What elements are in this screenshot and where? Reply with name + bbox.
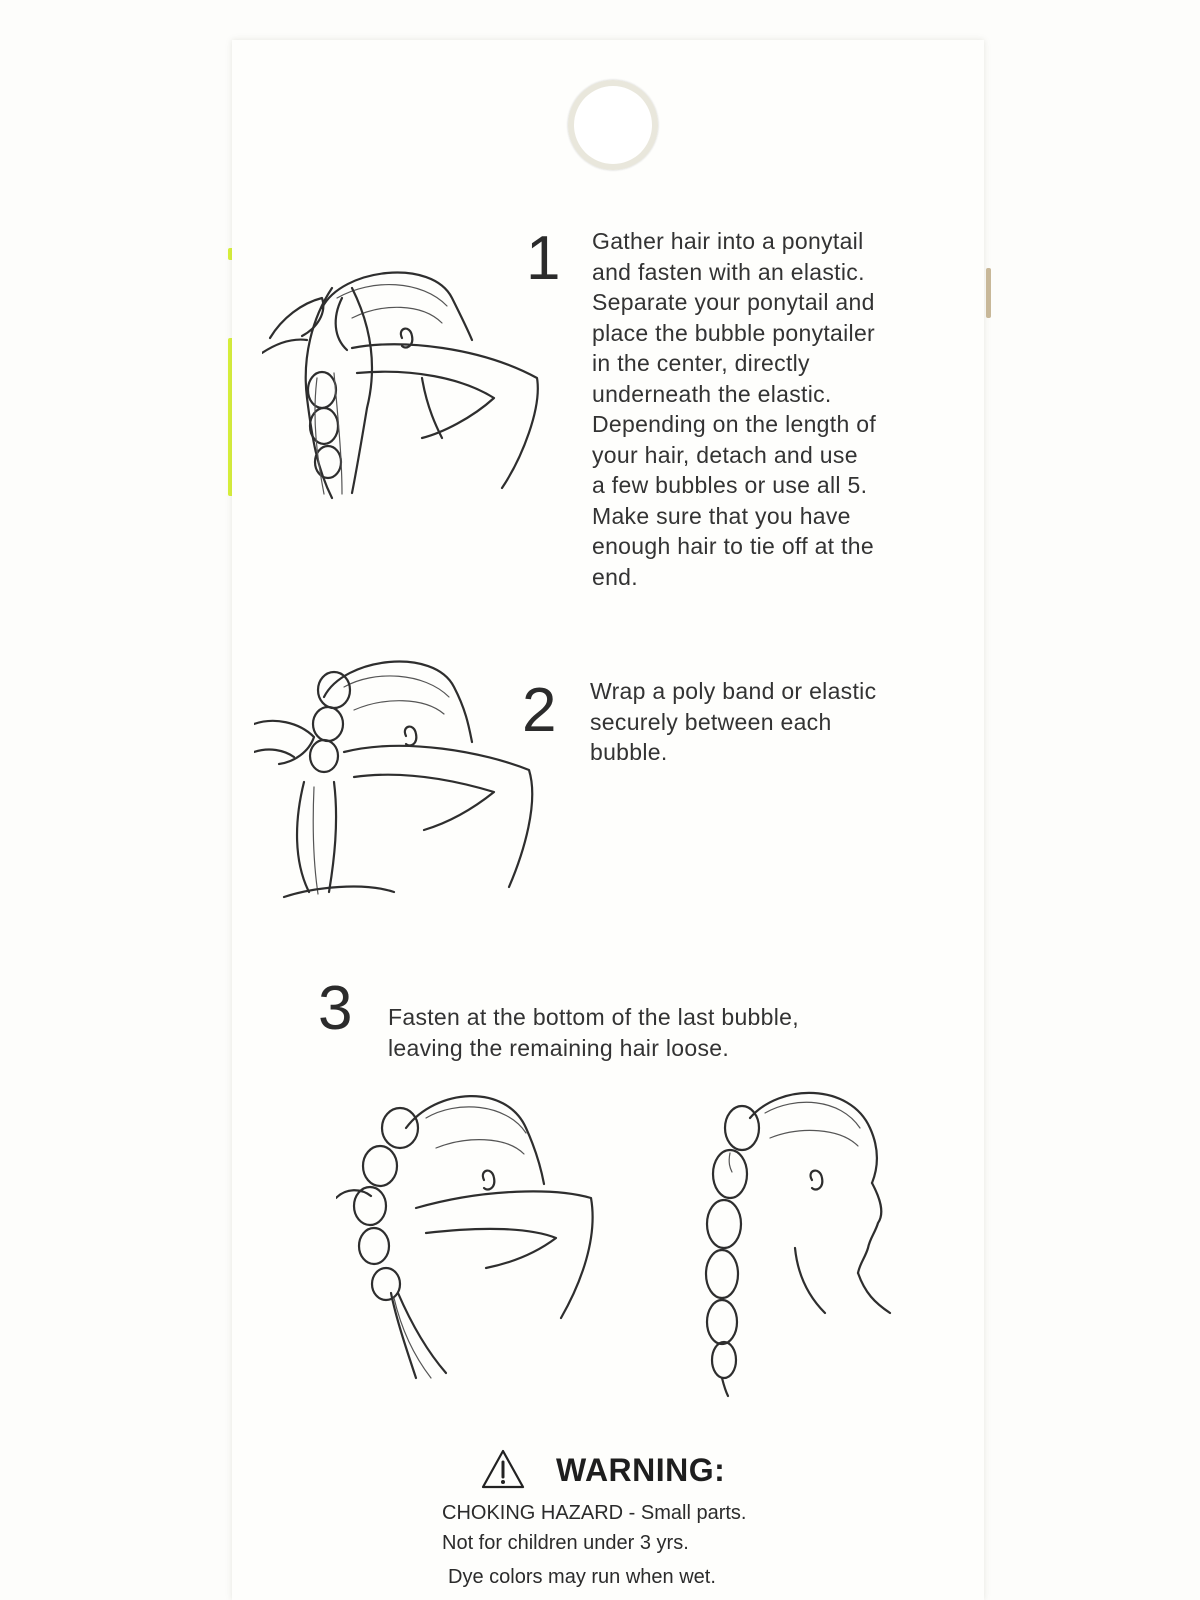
step1-line: Separate your ponytail and: [592, 289, 875, 315]
step1-line: your hair, detach and use: [592, 441, 858, 468]
step-3-instructions: [388, 1002, 908, 1063]
step1-line: a few bubbles or use all 5.: [592, 472, 868, 498]
step3-line: Fasten at the bottom of the last bubble,: [388, 1004, 799, 1030]
step2-line: securely between each: [590, 708, 832, 735]
step-2-number: 2: [522, 676, 557, 745]
warning-triangle-icon: [480, 1448, 526, 1490]
warning-choking-hazard: CHOKING HAZARD - Small parts.: [442, 1502, 747, 1524]
step1-line: end.: [592, 563, 638, 590]
step2-line: bubble.: [590, 739, 668, 765]
step-1-instructions: [592, 226, 920, 592]
step-3-illustration-side: [700, 1088, 900, 1398]
warning-dye-colors: Dye colors may run when wet.: [448, 1566, 716, 1588]
step1-line: and fasten with an elastic.: [592, 258, 865, 285]
step1-line: place the bubble ponytailer: [592, 319, 876, 346]
step-2-illustration: [254, 652, 544, 906]
step-1-number: 1: [526, 224, 561, 293]
step1-line: Gather hair into a ponytail: [592, 228, 864, 254]
step1-line: underneath the elastic.: [592, 380, 832, 407]
warning-age-limit: Not for children under 3 yrs.: [442, 1532, 689, 1554]
card-edge-strip: [986, 268, 991, 318]
step3-line: leaving the remaining hair loose.: [388, 1034, 730, 1061]
step2-line: Wrap a poly band or elastic: [590, 678, 877, 704]
warning-title: WARNING:: [556, 1452, 726, 1488]
step-2-instructions: [590, 676, 920, 768]
step1-line: Depending on the length of: [592, 411, 877, 437]
step1-line: Make sure that you have: [592, 502, 851, 529]
step1-line: enough hair to tie off at the: [592, 533, 874, 559]
step-3-illustration-back: [336, 1088, 606, 1388]
step-3-number: 3: [318, 974, 353, 1043]
step1-line: in the center, directly: [592, 350, 810, 376]
hang-hole: [568, 80, 658, 170]
step-1-illustration: [262, 258, 562, 518]
